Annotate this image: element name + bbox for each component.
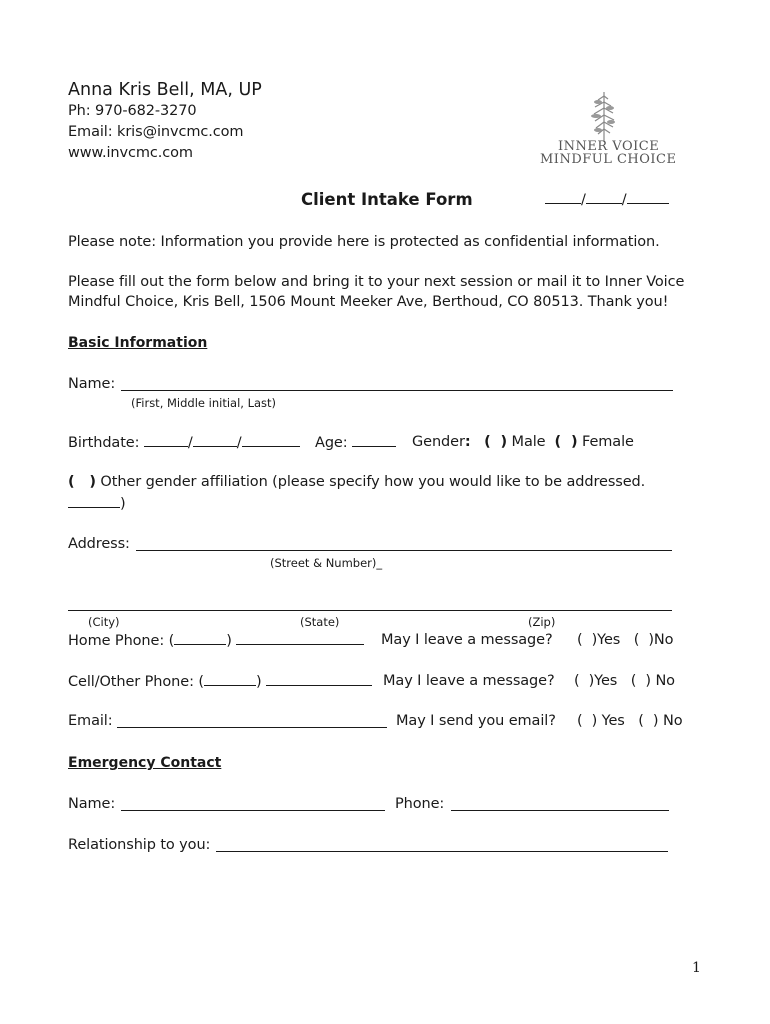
- home-message-options: ( )Yes ( )No: [577, 632, 674, 648]
- cell-phone-row: Cell/Other Phone: ( ): [68, 673, 372, 690]
- street-field[interactable]: [136, 550, 672, 551]
- female-label: Female: [582, 434, 634, 450]
- emergency-phone-label: Phone:: [395, 796, 445, 812]
- other-gender-checkbox[interactable]: ( ): [68, 474, 96, 490]
- home-area-code-field[interactable]: [174, 632, 226, 645]
- relationship-label: Relationship to you:: [68, 837, 211, 853]
- other-gender-row: [68, 474, 645, 490]
- home-phone-label: Home Phone: (: [68, 633, 175, 649]
- form-title: Client Intake Form: [301, 190, 473, 209]
- cell-message-yes-checkbox[interactable]: ( ): [574, 673, 595, 689]
- email-options: ( ) Yes ( ) No: [577, 713, 683, 729]
- practitioner-phone: Ph: 970-682-3270: [68, 103, 197, 119]
- logo-line2: MINDFUL CHOICE: [540, 152, 677, 167]
- age-field[interactable]: [352, 434, 396, 447]
- address-label: Address:: [68, 536, 130, 552]
- email-question: May I send you email?: [396, 713, 556, 729]
- email-yes-checkbox[interactable]: ( ): [577, 713, 598, 729]
- emergency-name-field[interactable]: [121, 810, 385, 811]
- cell-message-no-checkbox[interactable]: ( ): [630, 673, 651, 689]
- cell-message-options: ( )Yes ( ) No: [574, 673, 675, 689]
- birth-year-field[interactable]: [242, 434, 300, 447]
- male-checkbox[interactable]: ( ): [484, 434, 508, 450]
- street-hint: (Street & Number)_: [270, 556, 383, 570]
- emergency-phone-field[interactable]: [451, 810, 669, 811]
- state-hint: (State): [300, 615, 340, 629]
- cell-message-question: May I leave a message?: [383, 673, 555, 689]
- name-field[interactable]: [121, 390, 673, 391]
- emergency-heading: Emergency Contact: [68, 755, 222, 771]
- birthdate-row: Birthdate: / /: [68, 434, 300, 451]
- home-message-yes-checkbox[interactable]: ( ): [577, 632, 598, 648]
- age-label: Age:: [315, 435, 348, 451]
- cell-phone-label: Cell/Other Phone: (: [68, 674, 204, 690]
- confidential-note: Please note: Information you provide here is protected as confidential information.: [68, 234, 660, 250]
- gender-group: Gender: ( ) Male ( ) Female: [412, 434, 634, 450]
- page-number: 1: [692, 960, 701, 976]
- email-field[interactable]: [117, 727, 387, 728]
- date-field[interactable]: / /: [545, 191, 669, 208]
- home-message-question: May I leave a message?: [381, 632, 553, 648]
- practitioner-email: Email: kris@invcmc.com: [68, 124, 244, 140]
- logo-line1: INNER VOICE: [558, 139, 660, 154]
- instructions-line2: Mindful Choice, Kris Bell, 1506 Mount Meeker Ave, Berthoud, CO 80513. Thank you!: [68, 294, 669, 310]
- male-label: Male: [511, 434, 546, 450]
- name-hint: (First, Middle initial, Last): [131, 396, 277, 410]
- zip-hint: (Zip): [528, 615, 556, 629]
- city-hint: (City): [88, 615, 120, 629]
- practitioner-name: Anna Kris Bell, MA, UP: [68, 80, 262, 100]
- age-group: [315, 434, 396, 451]
- home-phone-field[interactable]: [236, 632, 364, 645]
- home-phone-row: Home Phone: ( ): [68, 632, 364, 649]
- birth-day-field[interactable]: [193, 434, 237, 447]
- other-gender-label: Other gender affiliation (please specify how you would like to be addressed.: [100, 474, 646, 490]
- cell-area-code-field[interactable]: [204, 673, 256, 686]
- emergency-name-label: Name:: [68, 796, 116, 812]
- instructions-line1: Please fill out the form below and bring it to your next session or mail it to Inner Voice: [68, 274, 685, 290]
- relationship-field[interactable]: [216, 851, 668, 852]
- tree-icon: [580, 88, 630, 144]
- email-label: Email:: [68, 713, 113, 729]
- other-gender-field[interactable]: ): [68, 495, 126, 512]
- birthdate-label: Birthdate:: [68, 435, 140, 451]
- gender-label: Gender: [412, 434, 465, 450]
- cell-phone-field[interactable]: [266, 673, 372, 686]
- name-label: Name:: [68, 376, 116, 392]
- email-no-checkbox[interactable]: ( ): [638, 713, 659, 729]
- basic-info-heading: Basic Information: [68, 335, 208, 351]
- practitioner-website: www.invcmc.com: [68, 145, 193, 161]
- female-checkbox[interactable]: ( ): [554, 434, 578, 450]
- birth-month-field[interactable]: [144, 434, 188, 447]
- home-message-no-checkbox[interactable]: ( ): [633, 632, 654, 648]
- city-state-zip-field[interactable]: [68, 610, 672, 611]
